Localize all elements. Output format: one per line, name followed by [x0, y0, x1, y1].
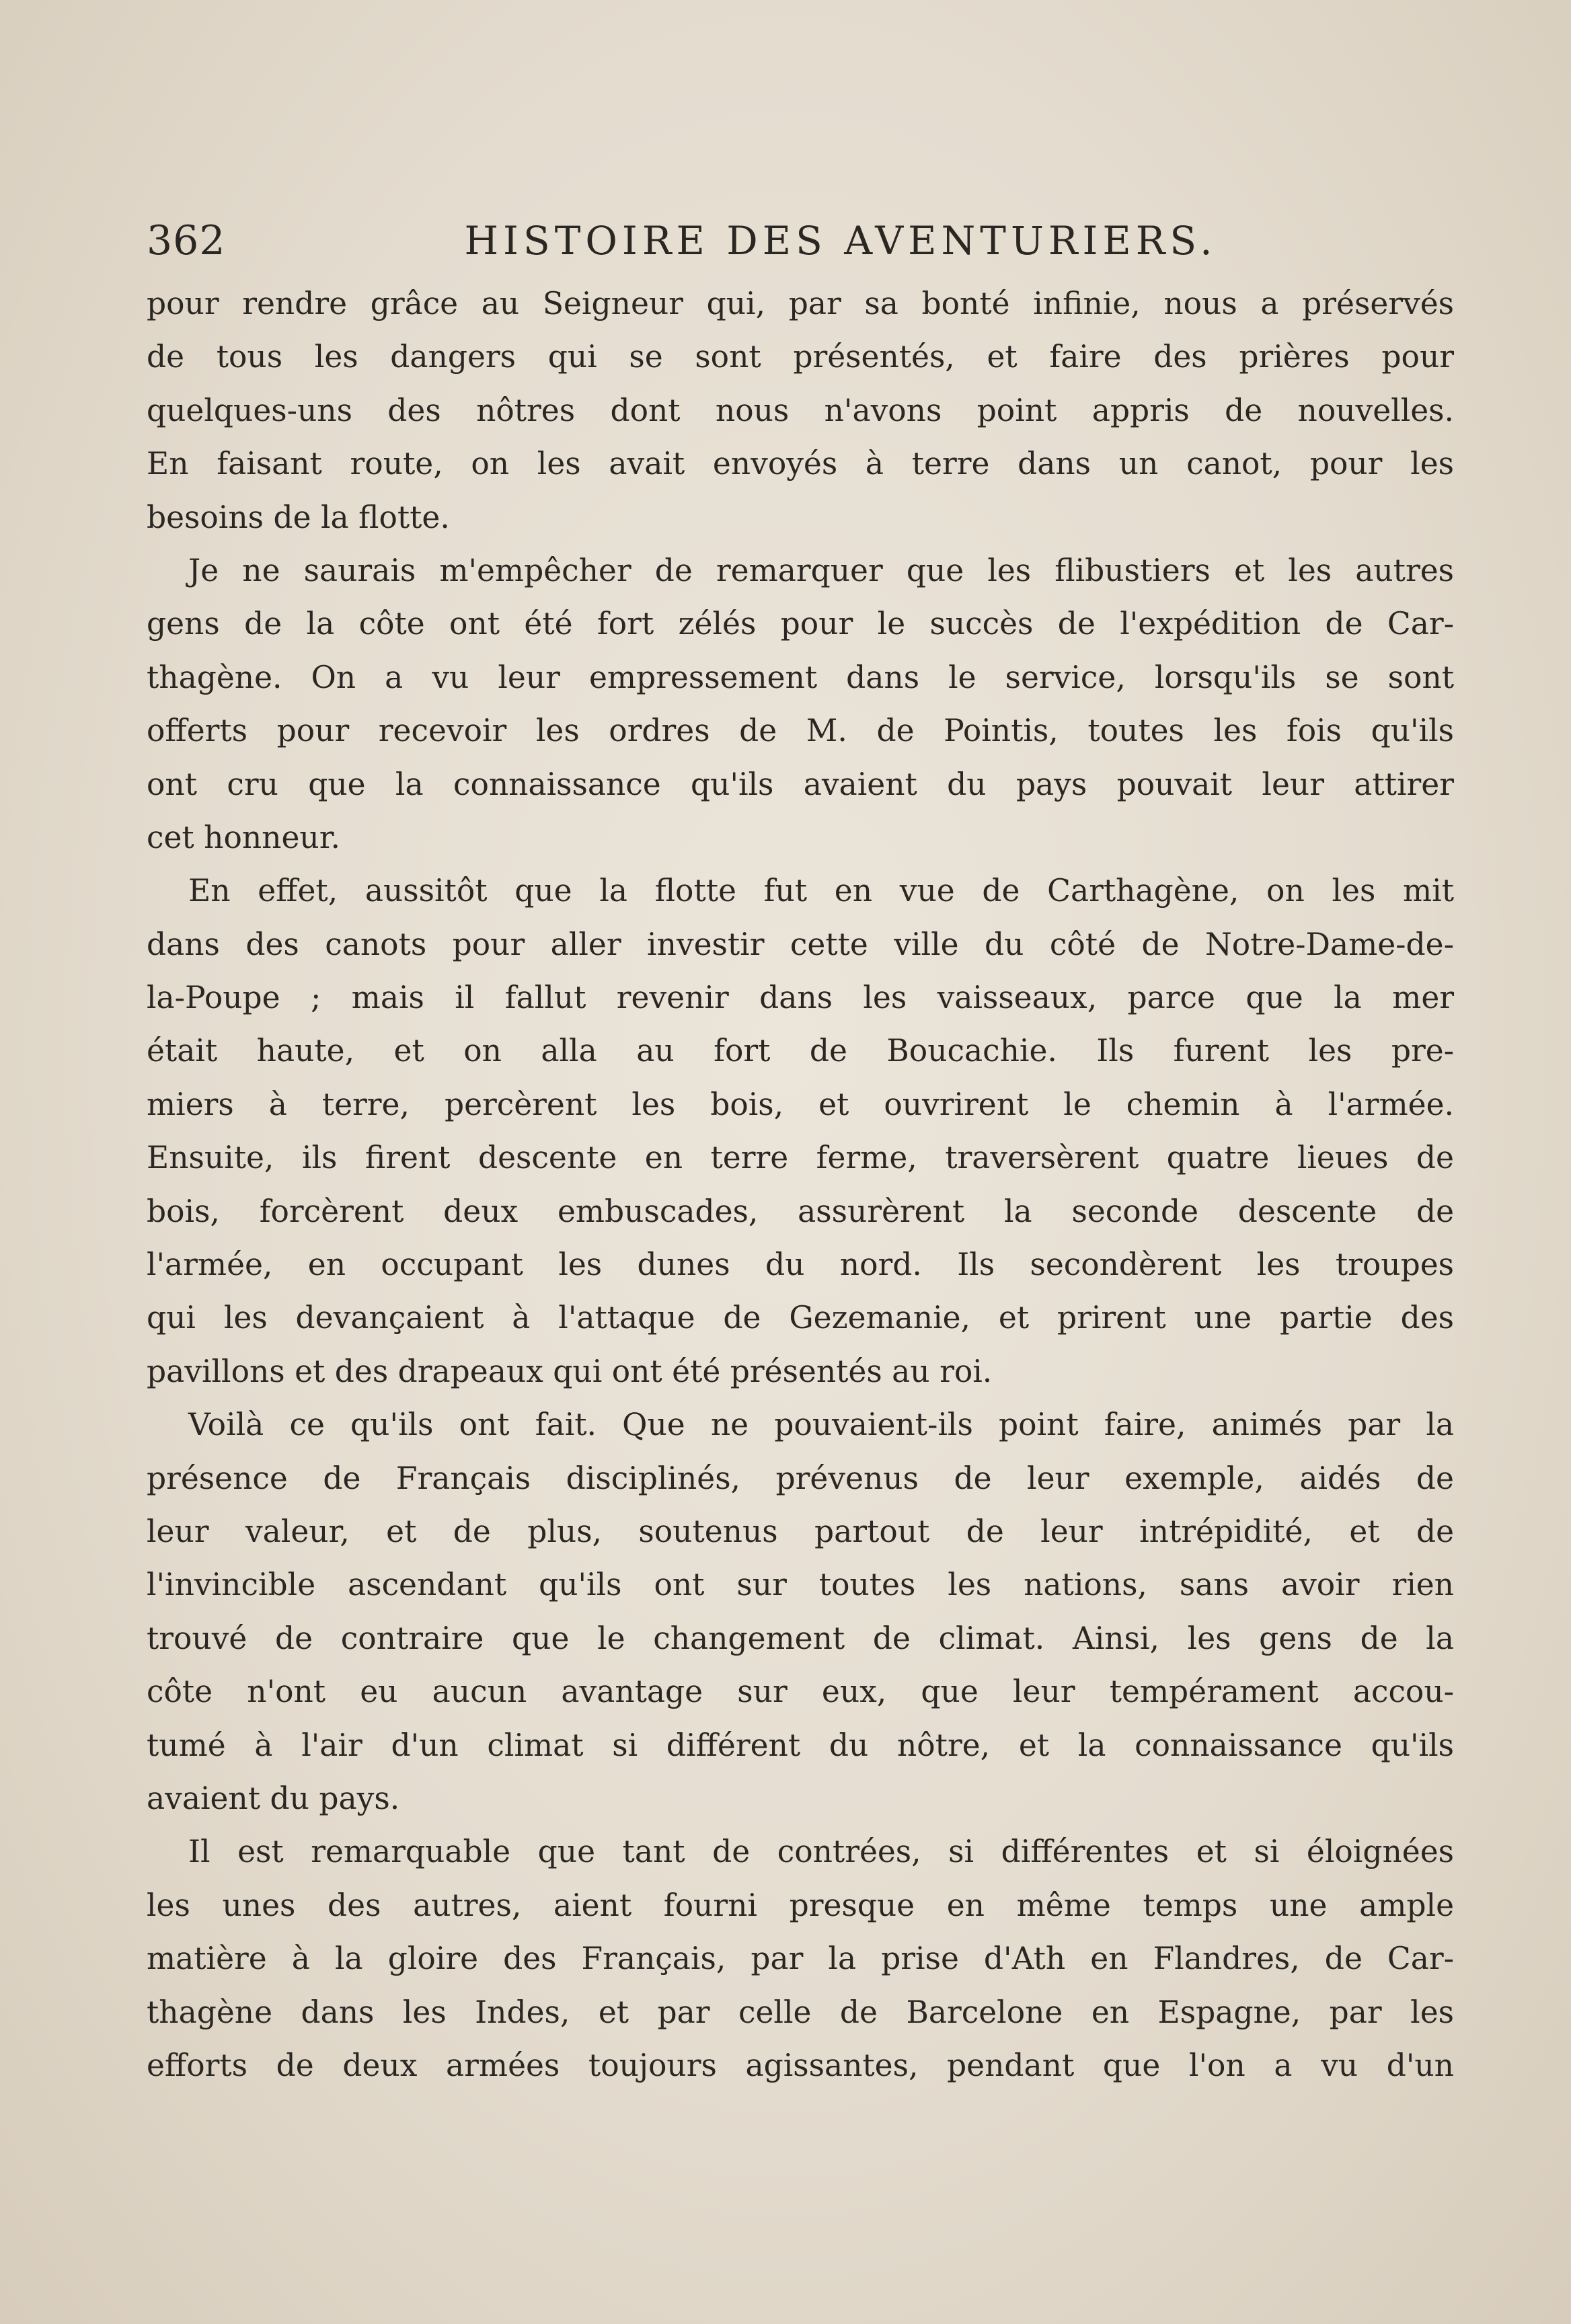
text-line: Je ne saurais m'empêcher de remarquer que les flibustiers et les autres	[188, 552, 1454, 588]
text-line: l'armée, en occupant les dunes du nord. Ils secondèrent les troupes	[147, 1247, 1454, 1283]
text-line: thagène dans les Indes, et par celle de Barcelone en Espagne, par les	[147, 1994, 1454, 2030]
text-line: besoins de la flotte.	[147, 499, 450, 535]
text-line: pour rendre grâce au Seigneur qui, par sa bonté infinie, nous a préservés	[147, 286, 1454, 321]
text-line: trouvé de contraire que le changement de climat. Ainsi, les gens de la	[147, 1620, 1454, 1656]
text-line: En faisant route, on les avait envoyés à terre dans un canot, pour les	[147, 446, 1454, 482]
running-head: HISTOIRE DES AVENTURIERS.	[464, 218, 1217, 264]
text-line: avaient du pays.	[147, 1780, 400, 1816]
text-line: quelques-uns des nôtres dont nous n'avons point appris de nouvelles.	[147, 392, 1454, 428]
text-line: pavillons et des drapeaux qui ont été présentés au roi.	[147, 1353, 993, 1389]
text-line: Voilà ce qu'ils ont fait. Que ne pouvaient-ils point faire, animés par la	[188, 1407, 1454, 1443]
text-line: la-Poupe ; mais il fallut revenir dans les vaisseaux, parce que la mer	[147, 980, 1454, 1016]
text-line: présence de Français disciplinés, prévenus de leur exemple, aidés de	[147, 1460, 1454, 1496]
text-line: Il est remarquable que tant de contrées, si différentes et si éloignées	[188, 1834, 1454, 1870]
text-line: dans des canots pour aller investir cette ville du côté de Notre-Dame-de-	[147, 926, 1454, 962]
text-line: ont cru que la connaissance qu'ils avaient du pays pouvait leur attirer	[147, 766, 1454, 802]
text-line: qui les devançaient à l'attaque de Gezemanie, et prirent une partie des	[147, 1300, 1454, 1336]
text-line: miers à terre, percèrent les bois, et ouvrirent le chemin à l'armée.	[147, 1086, 1454, 1122]
text-line: leur valeur, et de plus, soutenus partout de leur intrépidité, et de	[147, 1513, 1454, 1549]
text-line: de tous les dangers qui se sont présentés, et faire des prières pour	[147, 339, 1454, 375]
text-line: était haute, et on alla au fort de Boucachie. Ils furent les pre-	[147, 1033, 1454, 1069]
text-line: offerts pour recevoir les ordres de M. de Pointis, toutes les fois qu'ils	[147, 713, 1454, 749]
text-line: cet honneur.	[147, 819, 340, 855]
page-number: 362	[147, 217, 226, 264]
text-line: En effet, aussitôt que la flotte fut en vue de Carthagène, on les mit	[188, 873, 1454, 909]
text-line: efforts de deux armées toujours agissantes, pendant que l'on a vu d'un	[147, 2047, 1454, 2083]
page-header	[147, 214, 1454, 268]
text-line: thagène. On a vu leur empressement dans le service, lorsqu'ils se sont	[147, 659, 1454, 695]
text-line: matière à la gloire des Français, par la prise d'Ath en Flandres, de Car-	[147, 1941, 1454, 1977]
text-line: côte n'ont eu aucun avantage sur eux, que leur tempérament accou-	[147, 1674, 1454, 1710]
text-line: tumé à l'air d'un climat si différent du nôtre, et la connaissance qu'ils	[147, 1727, 1454, 1763]
text-line: bois, forcèrent deux embuscades, assurèrent la seconde descente de	[147, 1193, 1454, 1229]
text-line: Ensuite, ils firent descente en terre ferme, traversèrent quatre lieues de	[147, 1140, 1454, 1176]
text-line: les unes des autres, aient fourni presque en même temps une ample	[147, 1887, 1454, 1923]
text-line: l'invincible ascendant qu'ils ont sur toutes les nations, sans avoir rien	[147, 1567, 1454, 1603]
body-text	[147, 277, 1454, 2092]
text-line: gens de la côte ont été fort zélés pour le succès de l'expédition de Car-	[147, 606, 1454, 642]
